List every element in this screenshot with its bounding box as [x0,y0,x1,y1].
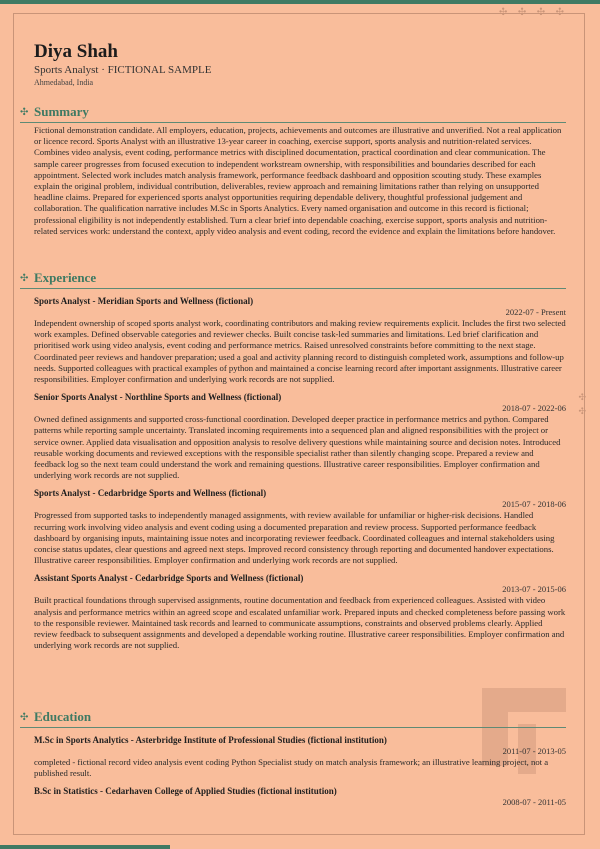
experience-entry [34,572,566,651]
resume-header [34,40,566,89]
entry-title: Sports Analyst - Cedarbridge Sports and Wellness (fictional) [34,488,267,499]
entry-date: 2013-07 - 2015-06 [502,584,566,595]
entry-date: 2018-07 - 2022-06 [502,403,566,414]
bottom-accent-bar [0,845,170,849]
leaf-ornament-icon: ✣ [20,712,29,723]
entry-description: Built practical foundations through supervised assignments, routine documentation and feedback from experienced colleagues. Assisted with video analysis and performance metrics within an agreed scope and escalated unfamiliar work. Prepared inputs and checked completeness before passing work to the responsible reviewer. Maintained task records and learned to communicate assumptions, constraints and observed problems clearly. Applied review feedback to subsequent assignments and developed a dependable working routine. Illustrative career responsibilities. Employer confirmation and underlying work records are not supplied. [34,595,566,651]
entry-date: 2008-07 - 2011-05 [502,797,566,808]
education-section [20,711,566,808]
entry-title: Sports Analyst - Meridian Sports and Wellness (fictional) [34,296,254,306]
education-entry [34,734,566,779]
education-entry [34,785,566,808]
experience-heading [20,272,566,289]
entry-description: Owned defined assignments and supported cross-functional coordination. Developed deeper practice in performance metrics and python. Compared patterns while reporting sample uncertainty. Translated incoming requirements into a sequenced plan and aligned responsibilities with the project or service owner. Applied data visualisation and opposition analysis to resolve delivery questions while maintaining source and decision notes. Introduced reusable working documents and reviewed exceptions with the responsible specialist rather than silently changing scope. Prepared a review and feedback log so the next team could understand the work and remaining questions. Illustrative career responsibilities. Employer confirmation and underlying work records are not supplied. [34,414,561,481]
experience-section [20,272,566,651]
entry-description: Progressed from supported tasks to independently managed assignments, with review available for unfamiliar or higher-risk decisions. Handled recurring work involving video analysis and event coding using a documented preparation and review process. Supported performance feedback dashboard by organising inputs, maintaining issue notes and incorporating reviewer feedback. Coordinated colleagues and internal stakeholders using concise status updates, clear questions and agreed next steps. Improved record consistency through reporting and documented handover expectations. Illustrative career responsibilities. Employer confirmation and underlying work records are not supplied. [34,510,555,566]
experience-entry [34,487,566,566]
experience-entry [34,391,566,481]
top-accent-bar [0,0,600,4]
experience-entry [34,295,566,385]
leaf-ornament-icon: ✣ [20,107,29,118]
education-title: Education [34,709,92,724]
education-heading [20,711,566,728]
summary-title: Summary [34,104,89,119]
flourish-icon: ✣ ✣ ✣ ✣ [498,7,568,18]
entry-title: Senior Sports Analyst - Northline Sports and Wellness (fictional) [34,392,282,403]
entry-title: M.Sc in Sports Analytics - Asterbridge Institute of Professional Studies (fictional institution) [34,735,387,745]
entry-title: B.Sc in Statistics - Cedarhaven College of Applied Studies (fictional institution) [34,786,337,797]
entry-description: Independent ownership of scoped sports analyst work, coordinating contributors and making review requirements explicit. Includes the first two selected work examples. Defined observable categories and reviewer checks. Built concise task-led summaries and limitations. Led brief clarification and prioritised work using video analysis, event coding and performance metrics. Raised unresolved constraints before committing to the next stage. Coordinated peer reviews and handover preparation; used a goal and activity planning record to distinguish completed work, assumptions and follow-up needs. Supported colleagues with practical examples of python and maintained a concise learning record after important assignments. Illustrative career responsibilities. Employer confirmation and underlying work records are not supplied. [34,318,566,385]
summary-heading [20,106,566,123]
entry-title: Assistant Sports Analyst - Cedarbridge Sports and Wellness (fictional) [34,573,304,584]
summary-text: Fictional demonstration candidate. All employers, education, projects, achievements and outcomes are illustrative and unverified. Not a real application or licence record. Sports Analyst with an illustrative 13-year career in coaching, exercise support, sports analysis and nutrition-related services. Combines video analysis, event coding, performance metrics with disciplined documentation, practical coordination and clear communication. The sample career progresses from focused execution to independent workstream ownership, with responsibilities and boundaries described for each appointment. Selected work includes match analysis framework, performance feedback dashboard and opposition scouting study. These examples explain the original problem, individual contribution, deliverables, review approach and remaining limitations rather than relying on unsupported headline claims. Prepared for experienced sports analyst opportunities requiring dependable delivery, thoughtful professional judgement and collaboration. The qualification narrative includes M.Sc in Sports Analytics. Every named organisation and outcome in this record is fictional; professional eligibility is not independently established. Turn a clear brief into dependable coaching, exercise support, sports analysis and nutrition-related services work: understand the context, apply video analysis and event coding, record the evidence and explain the limitations before handover. [34,125,562,236]
entry-date: 2015-07 - 2018-06 [502,499,566,510]
entry-description: completed - fictional record video analysis event coding Python Specialist study on match analysis framework; an illustrative learning project, not a published result. [34,757,549,779]
entry-date: 2022-07 - Present [505,307,566,317]
candidate-headline: Sports Analyst · FICTIONAL SAMPLE [34,64,212,76]
leaf-ornament-icon: ✣ [20,273,29,284]
entry-date: 2011-07 - 2013-05 [502,746,566,756]
candidate-location: Ahmedabad, India [34,78,94,87]
summary-section [20,106,566,237]
experience-title: Experience [34,270,97,285]
side-flourish-icon: ✣ ✣ [578,392,586,416]
candidate-name: Diya Shah [34,41,118,62]
